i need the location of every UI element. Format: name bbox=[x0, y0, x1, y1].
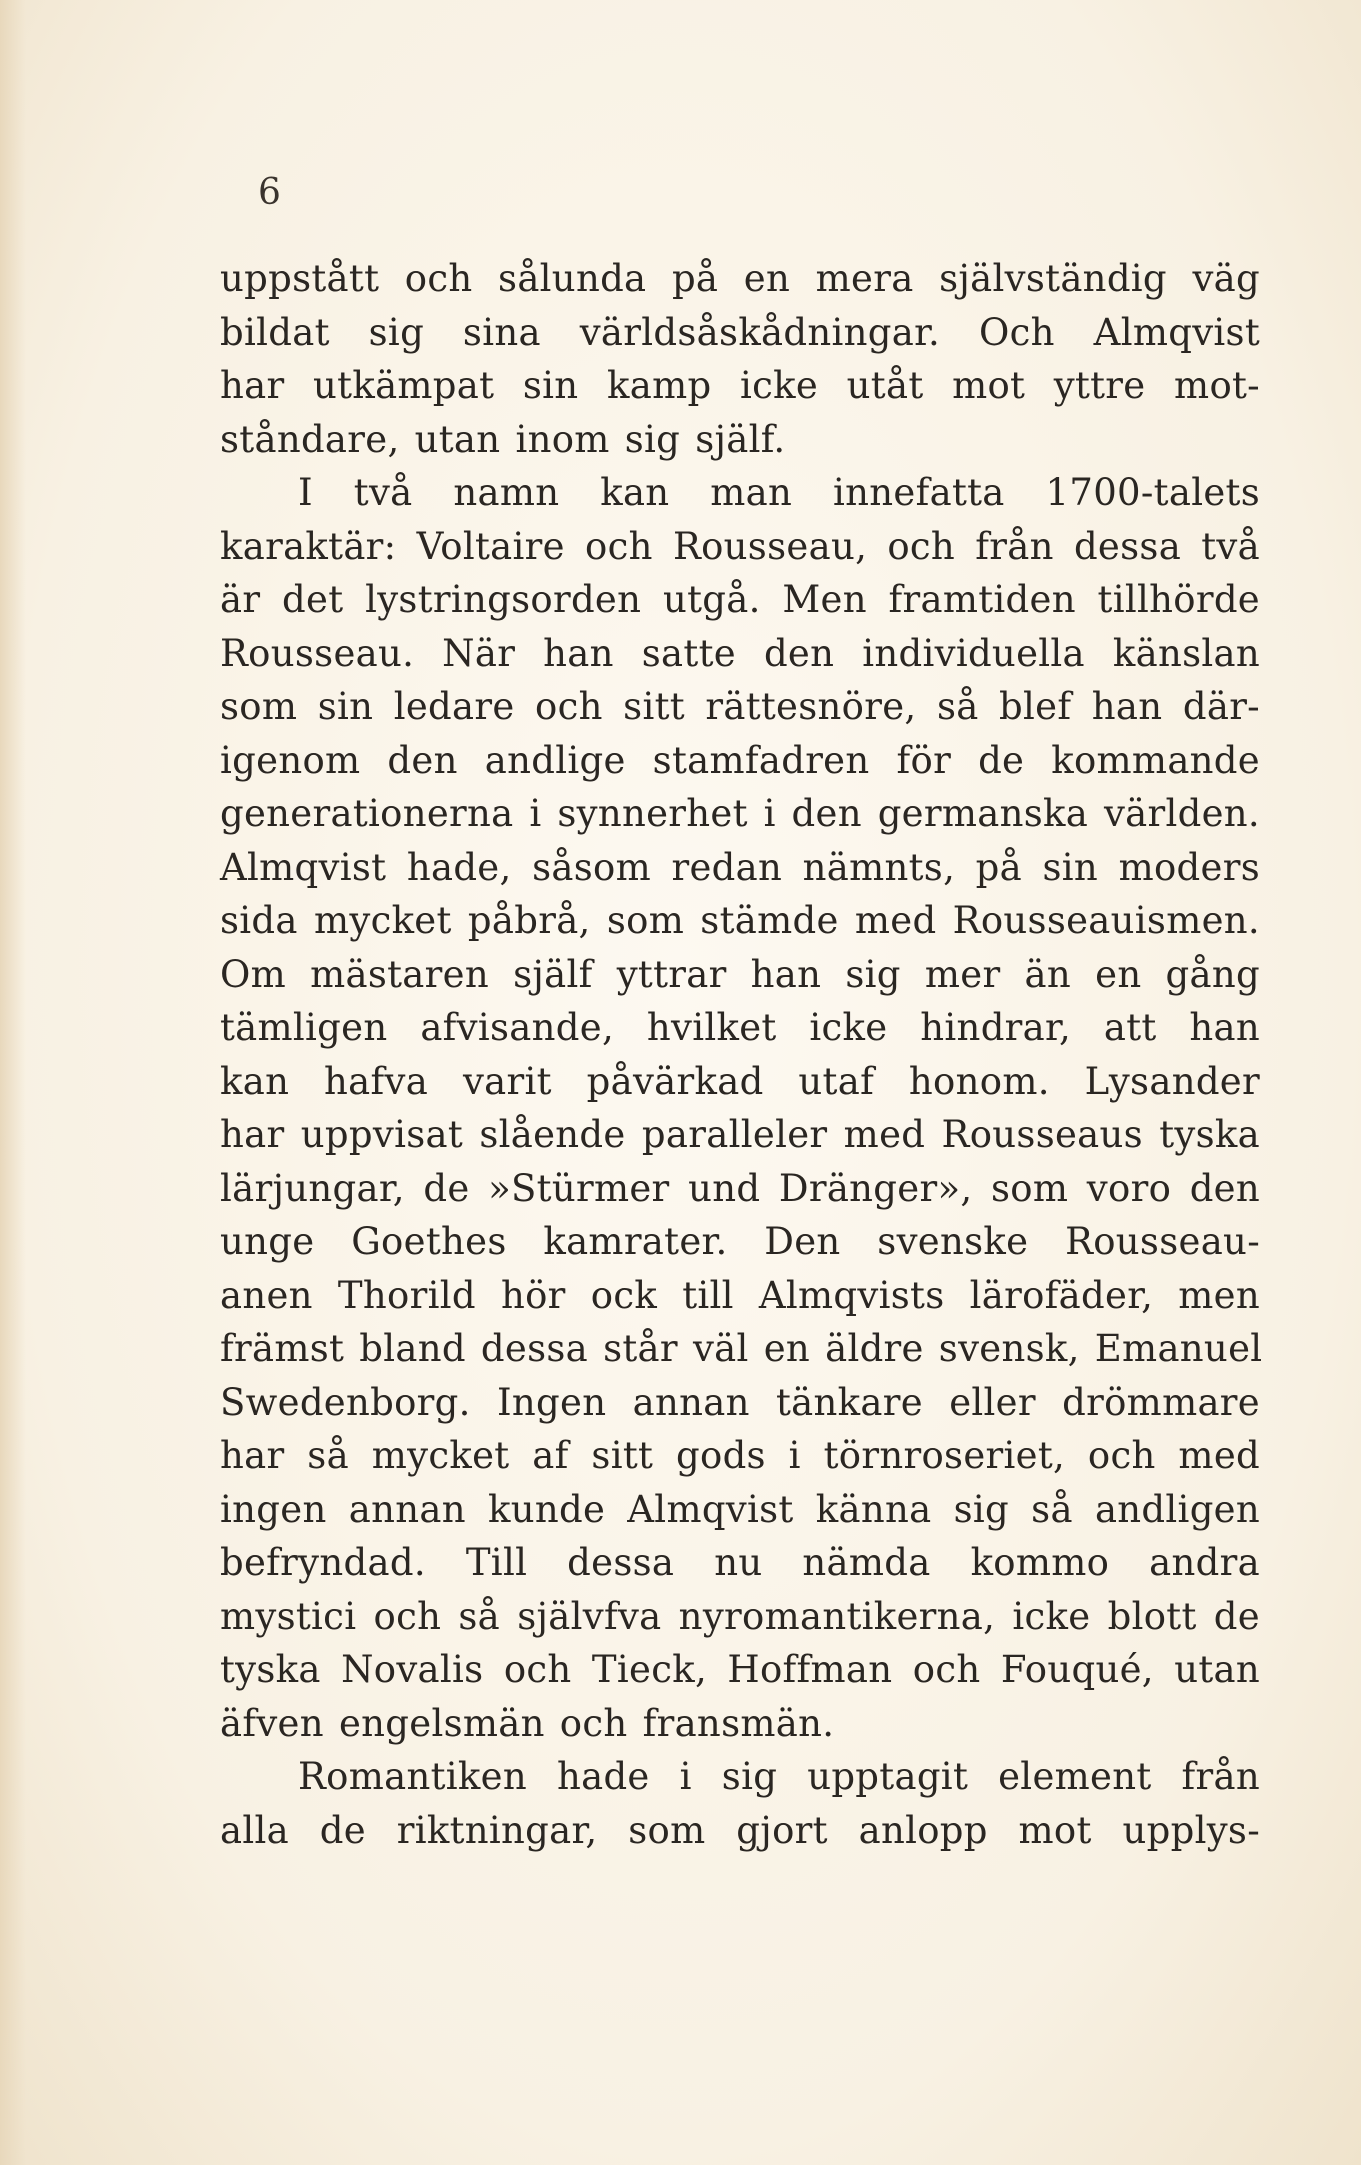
text-line: generationerna i synnerhet i den germanska världen. bbox=[220, 792, 1260, 835]
text-line: karaktär: Voltaire och Rousseau, och från dessa två bbox=[220, 524, 1260, 568]
text-line: I två namn kan man innefatta 1700-talets bbox=[298, 471, 1260, 514]
text-line: är det lystringsorden utgå. Men framtiden tillhörde bbox=[220, 578, 1260, 621]
text-line: Romantiken hade i sig upptagit element från bbox=[298, 1755, 1260, 1798]
page-edge-shadow bbox=[0, 0, 26, 2165]
text-line: har så mycket af sitt gods i törnroseriet, och med bbox=[220, 1434, 1260, 1477]
text-line: Almqvist hade, såsom redan nämnts, på sin moders bbox=[220, 845, 1260, 889]
text-line: lärjungar, de »Stürmer und Dränger», som voro den bbox=[220, 1166, 1260, 1210]
text-line: Swedenborg. Ingen annan tänkare eller drömmare bbox=[220, 1380, 1260, 1424]
text-line: befryndad. Till dessa nu nämda kommo andra bbox=[220, 1541, 1260, 1584]
text-line: Rousseau. När han satte den individuella känslan bbox=[220, 631, 1260, 675]
page-number: 6 bbox=[258, 172, 281, 213]
text-line: unge Goethes kamrater. Den svenske Rousseau- bbox=[220, 1220, 1260, 1263]
body-text bbox=[220, 252, 1263, 1857]
text-line: har utkämpat sin kamp icke utåt mot yttre mot- bbox=[220, 364, 1260, 407]
text-line: tämligen afvisande, hvilket icke hindrar, att han bbox=[220, 1006, 1260, 1049]
text-line: sida mycket påbrå, som stämde med Rousseauismen. bbox=[220, 899, 1260, 942]
text-line: alla de riktningar, som gjort anlopp mot upplys- bbox=[220, 1808, 1260, 1852]
text-line: mystici och så självfva nyromantikerna, icke blott de bbox=[220, 1594, 1260, 1638]
text-line: bildat sig sina världsåskådningar. Och Almqvist bbox=[220, 310, 1260, 354]
text-line: igenom den andlige stamfadren för de kommande bbox=[220, 738, 1260, 782]
text-line: Om mästaren själf yttrar han sig mer än en gång bbox=[220, 952, 1260, 996]
text-line: anen Thorild hör ock till Almqvists lärofäder, men bbox=[220, 1273, 1260, 1317]
text-line: uppstått och sålunda på en mera självständig väg bbox=[220, 257, 1260, 300]
text-line: som sin ledare och sitt rättesnöre, så blef han där- bbox=[220, 685, 1260, 728]
text-line: ingen annan kunde Almqvist känna sig så andligen bbox=[220, 1487, 1260, 1531]
text-line: kan hafva varit påvärkad utaf honom. Lysander bbox=[220, 1059, 1260, 1103]
text-line: främst bland dessa står väl en äldre svensk, Emanuel bbox=[220, 1327, 1263, 1370]
text-line: tyska Novalis och Tieck, Hoffman och Fouqué, utan bbox=[220, 1648, 1260, 1691]
text-line: ståndare, utan inom sig själf. bbox=[220, 417, 786, 461]
text-line: har uppvisat slående paralleler med Rousseaus tyska bbox=[220, 1113, 1260, 1156]
text-line: äfven engelsmän och fransmän. bbox=[220, 1701, 835, 1745]
